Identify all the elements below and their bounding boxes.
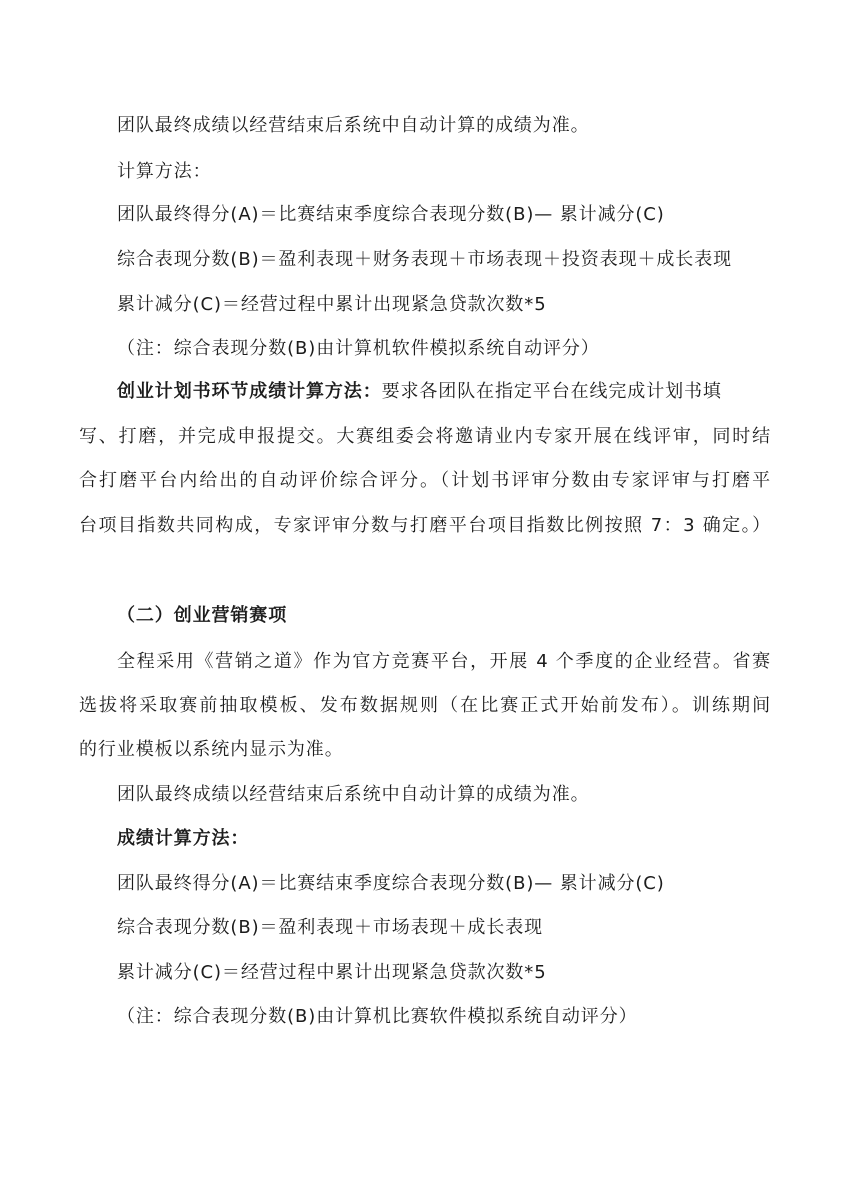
plan-paragraph-line-1 — [117, 380, 722, 404]
note-2: （注：综合表现分数(B)由计算机比赛软件模拟系统自动评分） — [117, 1006, 638, 1027]
formula-c-1: 累计减分(C)＝经营过程中累计出现紧急贷款次数*5 — [117, 294, 547, 315]
plan-paragraph-line-2: 写、打磨，并完成申报提交。大赛组委会将邀请业内专家开展在线评审，同时结 — [79, 426, 771, 447]
formula-b-1: 综合表现分数(B)＝盈利表现＋财务表现＋市场表现＋投资表现＋成长表现 — [117, 249, 732, 270]
marketing-paragraph-line-3: 的行业模板以系统内显示为准。 — [79, 739, 344, 760]
section-heading-marketing: （二）创业营销赛项 — [117, 605, 288, 626]
formula-a-1: 团队最终得分(A)＝比赛结束季度综合表现分数(B)— 累计减分(C) — [117, 204, 665, 225]
plan-paragraph-line-3: 合打磨平台内给出的自动评价综合评分。（计划书评审分数由专家评审与打磨平 — [79, 470, 771, 491]
formula-c-2: 累计减分(C)＝经营过程中累计出现紧急贷款次数*5 — [117, 962, 547, 983]
note-1: （注：综合表现分数(B)由计算机软件模拟系统自动评分） — [117, 338, 600, 359]
calc-method-heading-2: 成绩计算方法： — [117, 828, 250, 849]
marketing-paragraph-line-2: 选拔将采取赛前抽取模板、发布数据规则（在比赛正式开始前发布）。训练期间 — [79, 695, 771, 716]
plan-paragraph-line-4: 台项目指数共同构成，专家评审分数与打磨平台项目指数比例按照 7：3 确定。） — [79, 515, 771, 536]
final-score-note-1: 团队最终成绩以经营结束后系统中自动计算的成绩为准。 — [117, 115, 590, 136]
formula-b-2: 综合表现分数(B)＝盈利表现＋市场表现＋成长表现 — [117, 917, 543, 938]
formula-a-2: 团队最终得分(A)＝比赛结束季度综合表现分数(B)— 累计减分(C) — [117, 873, 665, 894]
plan-line1-text: 要求各团队在指定平台在线完成计划书填 — [381, 381, 722, 402]
final-score-note-2: 团队最终成绩以经营结束后系统中自动计算的成绩为准。 — [117, 784, 590, 805]
calc-method-heading-1: 计算方法： — [117, 161, 212, 182]
plan-heading: 创业计划书环节成绩计算方法： — [117, 381, 382, 402]
marketing-paragraph-line-1: 全程采用《营销之道》作为官方竞赛平台，开展 4 个季度的企业经营。省赛 — [117, 651, 771, 672]
